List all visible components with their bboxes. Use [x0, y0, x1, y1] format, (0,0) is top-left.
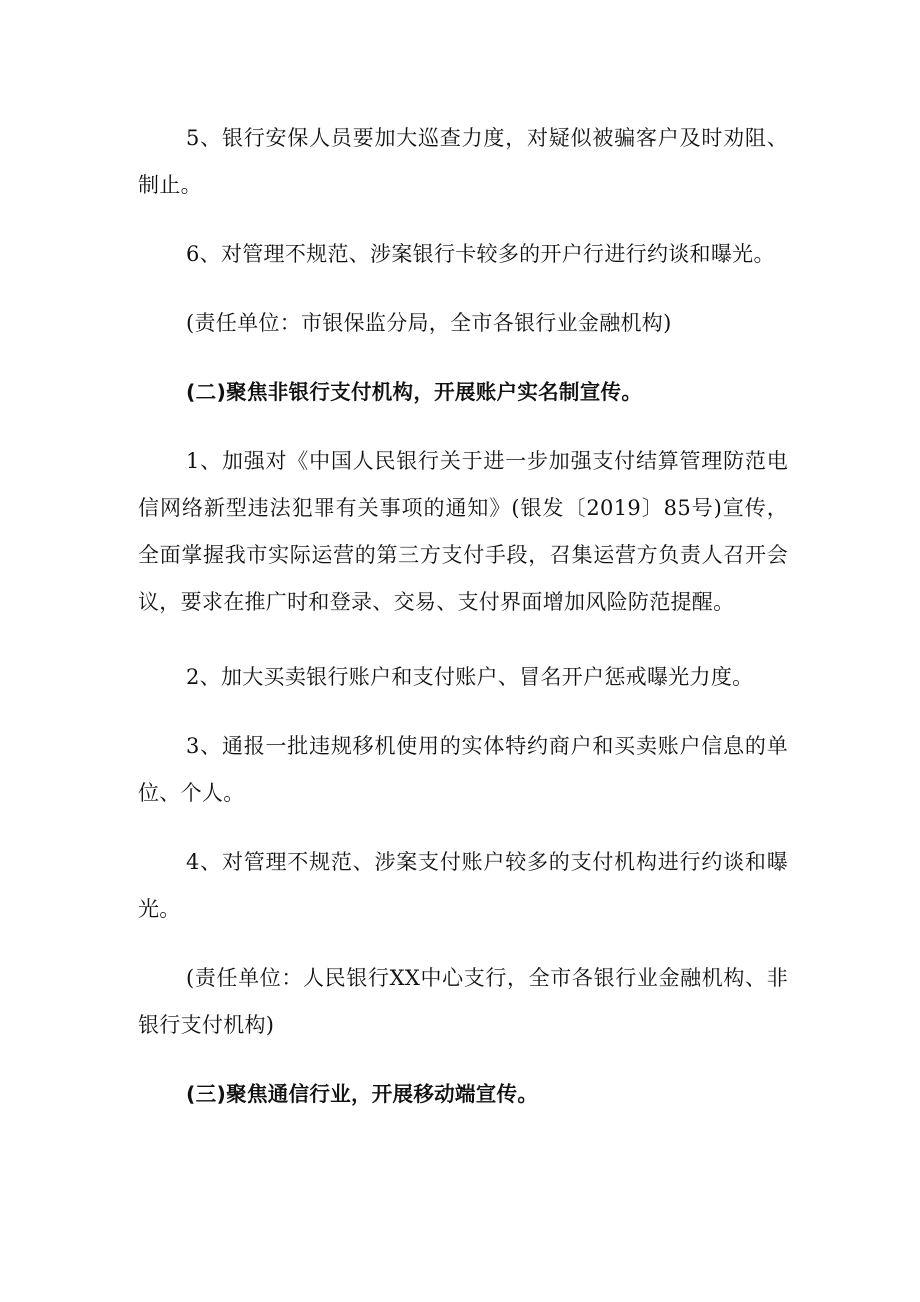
paragraph-item-2: 2、加大买卖银行账户和支付账户、冒名开户惩戒曝光力度。 [186, 665, 754, 689]
paragraph-item-1: 1、加强对《中国人民银行关于进一步加强支付结算管理防范电信网络新型违法犯罪有关事项的通知》(银发〔2019〕85号)宣传，全面掌握我市实际运营的第三方支付手段，召集运营方负责人召开会议，要求在推广时和登录、交易、支付界面增加风险防范提醒。 [138, 449, 788, 614]
paragraph-item-4: 4、对管理不规范、涉案支付账户较多的支付机构进行约谈和曝光。 [138, 850, 788, 921]
paragraph-item-3: 3、通报一批违规移机使用的实体特约商户和买卖账户信息的单位、个人。 [138, 734, 788, 805]
paragraph-item-5: 5、银行安保人员要加大巡查力度，对疑似被骗客户及时劝阻、制止。 [138, 126, 788, 197]
paragraph-item-6: 6、对管理不规范、涉案银行卡较多的开户行进行约谈和曝光。 [186, 242, 775, 266]
section-heading-2: (二)聚焦非银行支付机构，开展账户实名制宣传。 [186, 380, 643, 404]
paragraph-responsibility-2: (责任单位：人民银行XX中心支行，全市各银行业金融机构、非银行支付机构) [138, 966, 788, 1037]
section-heading-3: (三)聚焦通信行业，开展移动端宣传。 [186, 1082, 539, 1106]
paragraph-responsibility-1: (责任单位：市银保监分局，全市各银行业金融机构) [186, 311, 672, 335]
